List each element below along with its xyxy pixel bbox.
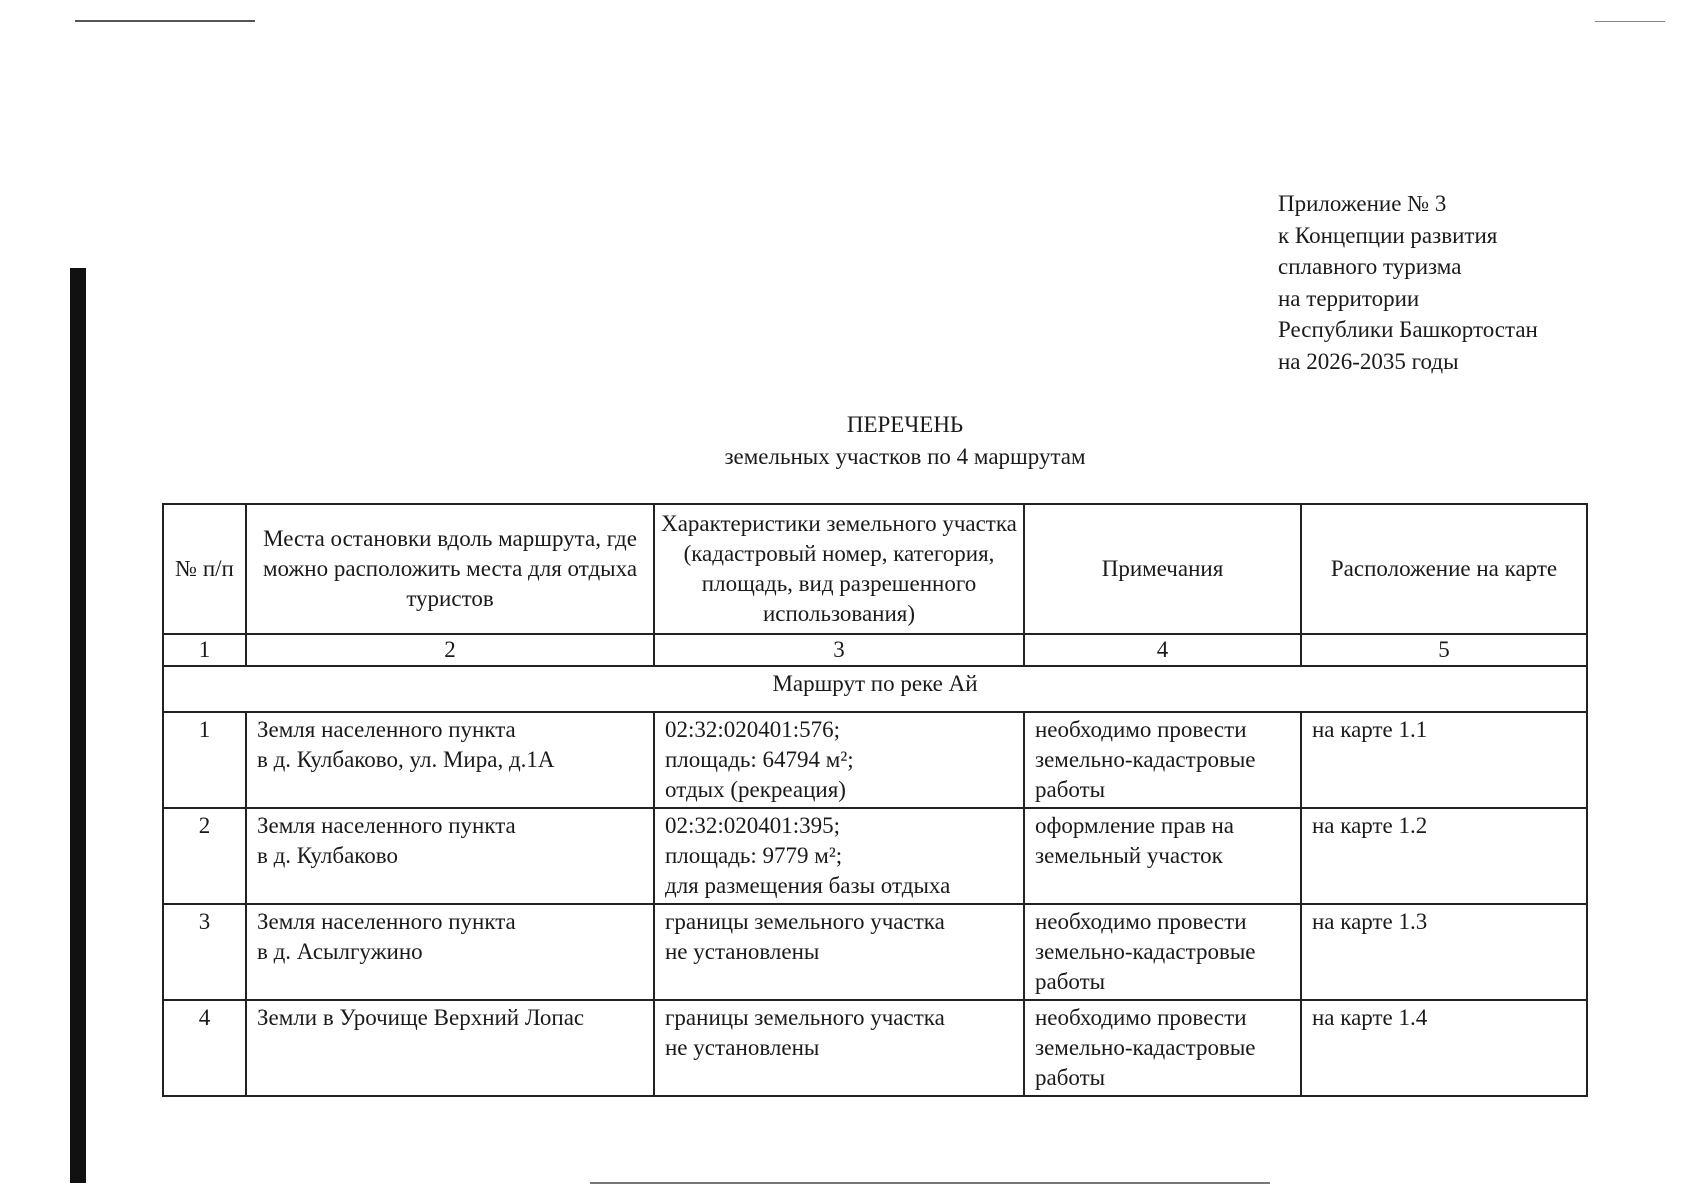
notes-cell <box>1024 712 1301 808</box>
appendix-line: Республики Башкортостан <box>1278 317 1538 342</box>
header-notes: Примечания <box>1024 504 1301 634</box>
column-numbers-row <box>163 634 1587 666</box>
row-number: 4 <box>163 1000 246 1096</box>
table-header-row <box>163 504 1587 634</box>
characteristics-cell <box>654 712 1024 808</box>
characteristics-line: площадь: 9779 м²; <box>665 843 843 868</box>
notes-cell <box>1024 1000 1301 1096</box>
map-location-cell: на карте 1.1 <box>1301 712 1587 808</box>
notes-line: необходимо провести <box>1035 909 1247 934</box>
characteristics-line: отдых (рекреация) <box>665 777 846 802</box>
map-location-cell: на карте 1.4 <box>1301 1000 1587 1096</box>
scan-artifact-left-edge <box>70 268 86 1183</box>
notes-line: земельный участок <box>1035 843 1223 868</box>
appendix-line: на территории <box>1278 285 1420 311</box>
header-number: № п/п <box>163 504 246 634</box>
appendix-line: сплавного туризма <box>1278 254 1462 279</box>
route-section-row <box>163 666 1587 712</box>
stop-place-cell <box>246 1000 654 1096</box>
table-row <box>163 904 1587 1000</box>
land-plots-table <box>162 503 1588 1097</box>
appendix-line: на 2026-2035 годы <box>1278 348 1459 374</box>
stop-place-line: Земли в Урочище Верхний Лопас <box>257 1005 585 1030</box>
header-stop-places: Места остановки вдоль маршрута, где можно расположить места для отдыха туристов <box>246 504 654 634</box>
row-number: 2 <box>163 808 246 904</box>
characteristics-cell <box>654 904 1024 1000</box>
notes-line: необходимо провести <box>1035 717 1247 742</box>
notes-line: земельно-кадастровые <box>1035 747 1256 772</box>
scan-artifact-top-right <box>1595 21 1665 22</box>
characteristics-cell <box>654 808 1024 904</box>
header-map-location: Расположение на карте <box>1301 504 1587 634</box>
notes-line: земельно-кадастровые <box>1035 939 1256 964</box>
appendix-heading <box>1278 188 1538 377</box>
map-location-cell: на карте 1.2 <box>1301 808 1587 904</box>
stop-place-line: Земля населенного пункта <box>257 909 516 934</box>
characteristics-line: границы земельного участка <box>665 909 945 934</box>
characteristics-line: не установлены <box>665 939 820 964</box>
scan-artifact-bottom <box>590 1182 1270 1184</box>
characteristics-cell <box>654 1000 1024 1096</box>
column-number: 3 <box>654 634 1024 666</box>
appendix-line: Приложение № 3 <box>1278 191 1447 216</box>
appendix-line: к Концепции развития <box>1278 222 1498 248</box>
header-characteristics: Характеристики земельного участка (кадастровый номер, категория, площадь, вид разрешенного использования) <box>654 504 1024 634</box>
notes-line: оформление прав на <box>1035 813 1235 838</box>
row-number: 3 <box>163 904 246 1000</box>
document-title: ПЕРЕЧЕНЬ <box>846 412 964 437</box>
stop-place-line: Земля населенного пункта <box>257 813 516 838</box>
stop-place-line: Земля населенного пункта <box>257 717 516 742</box>
stop-place-cell <box>246 712 654 808</box>
stop-place-line: в д. Кулбаково <box>257 843 399 868</box>
characteristics-line: для размещения базы отдыха <box>665 873 951 898</box>
map-location-cell: на карте 1.3 <box>1301 904 1587 1000</box>
document-subtitle: земельных участков по 4 маршрутам <box>724 444 1086 469</box>
notes-line: работы <box>1035 969 1106 994</box>
notes-line: работы <box>1035 777 1106 802</box>
notes-line: земельно-кадастровые <box>1035 1035 1256 1060</box>
notes-line: необходимо провести <box>1035 1005 1247 1030</box>
scan-artifact-top-left <box>75 20 255 22</box>
characteristics-line: не установлены <box>665 1035 820 1060</box>
characteristics-line: 02:32:020401:395; <box>665 813 841 838</box>
table-row <box>163 808 1587 904</box>
row-number: 1 <box>163 712 246 808</box>
route-title: Маршрут по реке Ай <box>163 666 1587 712</box>
column-number: 1 <box>163 634 246 666</box>
notes-cell <box>1024 904 1301 1000</box>
column-number: 2 <box>246 634 654 666</box>
stop-place-cell <box>246 808 654 904</box>
characteristics-line: границы земельного участка <box>665 1005 945 1030</box>
stop-place-line: в д. Асылгужино <box>257 939 423 964</box>
stop-place-line: в д. Кулбаково, ул. Мира, д.1А <box>257 747 555 772</box>
stop-place-cell <box>246 904 654 1000</box>
table-row <box>163 712 1587 808</box>
table-row <box>163 1000 1587 1096</box>
notes-cell <box>1024 808 1301 904</box>
characteristics-line: 02:32:020401:576; <box>665 717 841 742</box>
notes-line: работы <box>1035 1065 1106 1090</box>
characteristics-line: площадь: 64794 м²; <box>665 747 854 772</box>
column-number: 4 <box>1024 634 1301 666</box>
column-number: 5 <box>1301 634 1587 666</box>
